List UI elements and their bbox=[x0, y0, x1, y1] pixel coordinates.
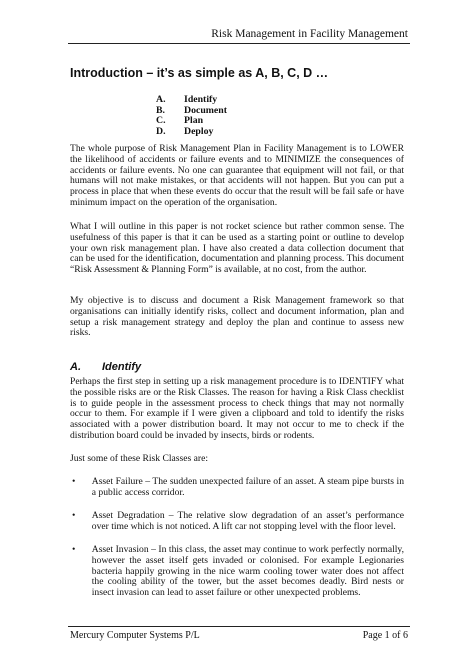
intro-paragraph-3: My objective is to discuss and document a Risk Management framework so that organisations can initially identify risks, collect and document information, plan and setup a risk management strategy and deploy the plan and continue to assess new risks. bbox=[70, 295, 404, 339]
section-paragraph: Perhaps the first step in setting up a risk management procedure is to IDENTIFY what the possible risks are or the Risk Classes. The reason for having a Risk Class checklist is to guide people in the assessment process to check things that may not normally occur to them. For example if I were given a clipboard and told to identify the risks associated with a power distribution board. It may not occur to me to check if the distribution board could be invaded by insects, birds or rodents. bbox=[70, 376, 404, 441]
intro-paragraph-2: What I will outline in this paper is not rocket science but rather common sense. The usefulness of this paper is that it can be used as a starting point or outline to develop your own risk management plan. I have also created a data collection document that can be used for the identification, documentation and planning process. This document “Risk Assessment & Planning Form” is available, at no cost, from the author. bbox=[70, 221, 404, 276]
step-label: Plan bbox=[184, 115, 204, 126]
step-label: Document bbox=[184, 104, 227, 116]
section-heading bbox=[70, 361, 141, 373]
step-letter: B. bbox=[156, 104, 165, 116]
bullet-icon: • bbox=[72, 544, 76, 555]
section-letter: A. bbox=[70, 361, 81, 373]
footer-rule bbox=[68, 626, 410, 627]
step-letter: A. bbox=[156, 94, 166, 105]
header-title: Risk Management in Facility Management bbox=[211, 28, 408, 40]
footer-company: Mercury Computer Systems P/L bbox=[70, 630, 200, 641]
header-rule bbox=[68, 43, 410, 44]
bullet-text: Asset Invasion – In this class, the asset may continue to work perfectly normally, however the asset itself gets invaded or colonised. For example Legionaries bacteria happily growing in the nice warm cooling tower water does not affect the cooling ability of the tower, but the asset becomes deadly. Bird nests or insect invasion can lead to asset failure or other unexpected problems. bbox=[91, 544, 404, 599]
step-item bbox=[156, 95, 227, 106]
step-label: Identify bbox=[184, 94, 218, 105]
bullet-icon: • bbox=[72, 476, 76, 487]
intro-paragraph-1: The whole purpose of Risk Management Plan in Facility Management is to LOWER the likelihood of accidents or failure events and to MINIMIZE the consequences of accidents or failure events. No one can guarantee that equipment will not fail, or that humans will not make mistakes, or that accidents will not happen. But you can put a process in place that when these events do occur that the result will be fail safe or have minimum impact on the operation of the organisation. bbox=[70, 143, 404, 208]
step-label: Deploy bbox=[184, 125, 214, 137]
footer-page-number: Page 1 of 6 bbox=[362, 630, 408, 641]
step-item bbox=[156, 116, 227, 127]
list-item bbox=[70, 477, 404, 499]
bullet-icon: • bbox=[72, 510, 76, 521]
step-letter: D. bbox=[156, 125, 166, 137]
section-title: Identify bbox=[102, 361, 142, 373]
list-item bbox=[70, 545, 404, 599]
bullet-text: Asset Degradation – The relative slow degradation of an asset’s performance over time which is not noticed. A lift car not stopping level with the floor level. bbox=[91, 510, 404, 532]
risk-classes-intro: Just some of these Risk Classes are: bbox=[70, 453, 209, 464]
steps-list bbox=[156, 95, 227, 137]
intro-heading: Introduction – it’s as simple as A, B, C, D … bbox=[70, 66, 329, 80]
step-item bbox=[156, 127, 227, 138]
bullet-text: Asset Failure – The sudden unexpected failure of an asset. A steam pipe bursts in a public access corridor. bbox=[91, 476, 404, 498]
list-item bbox=[70, 511, 404, 533]
step-letter: C. bbox=[156, 115, 166, 126]
